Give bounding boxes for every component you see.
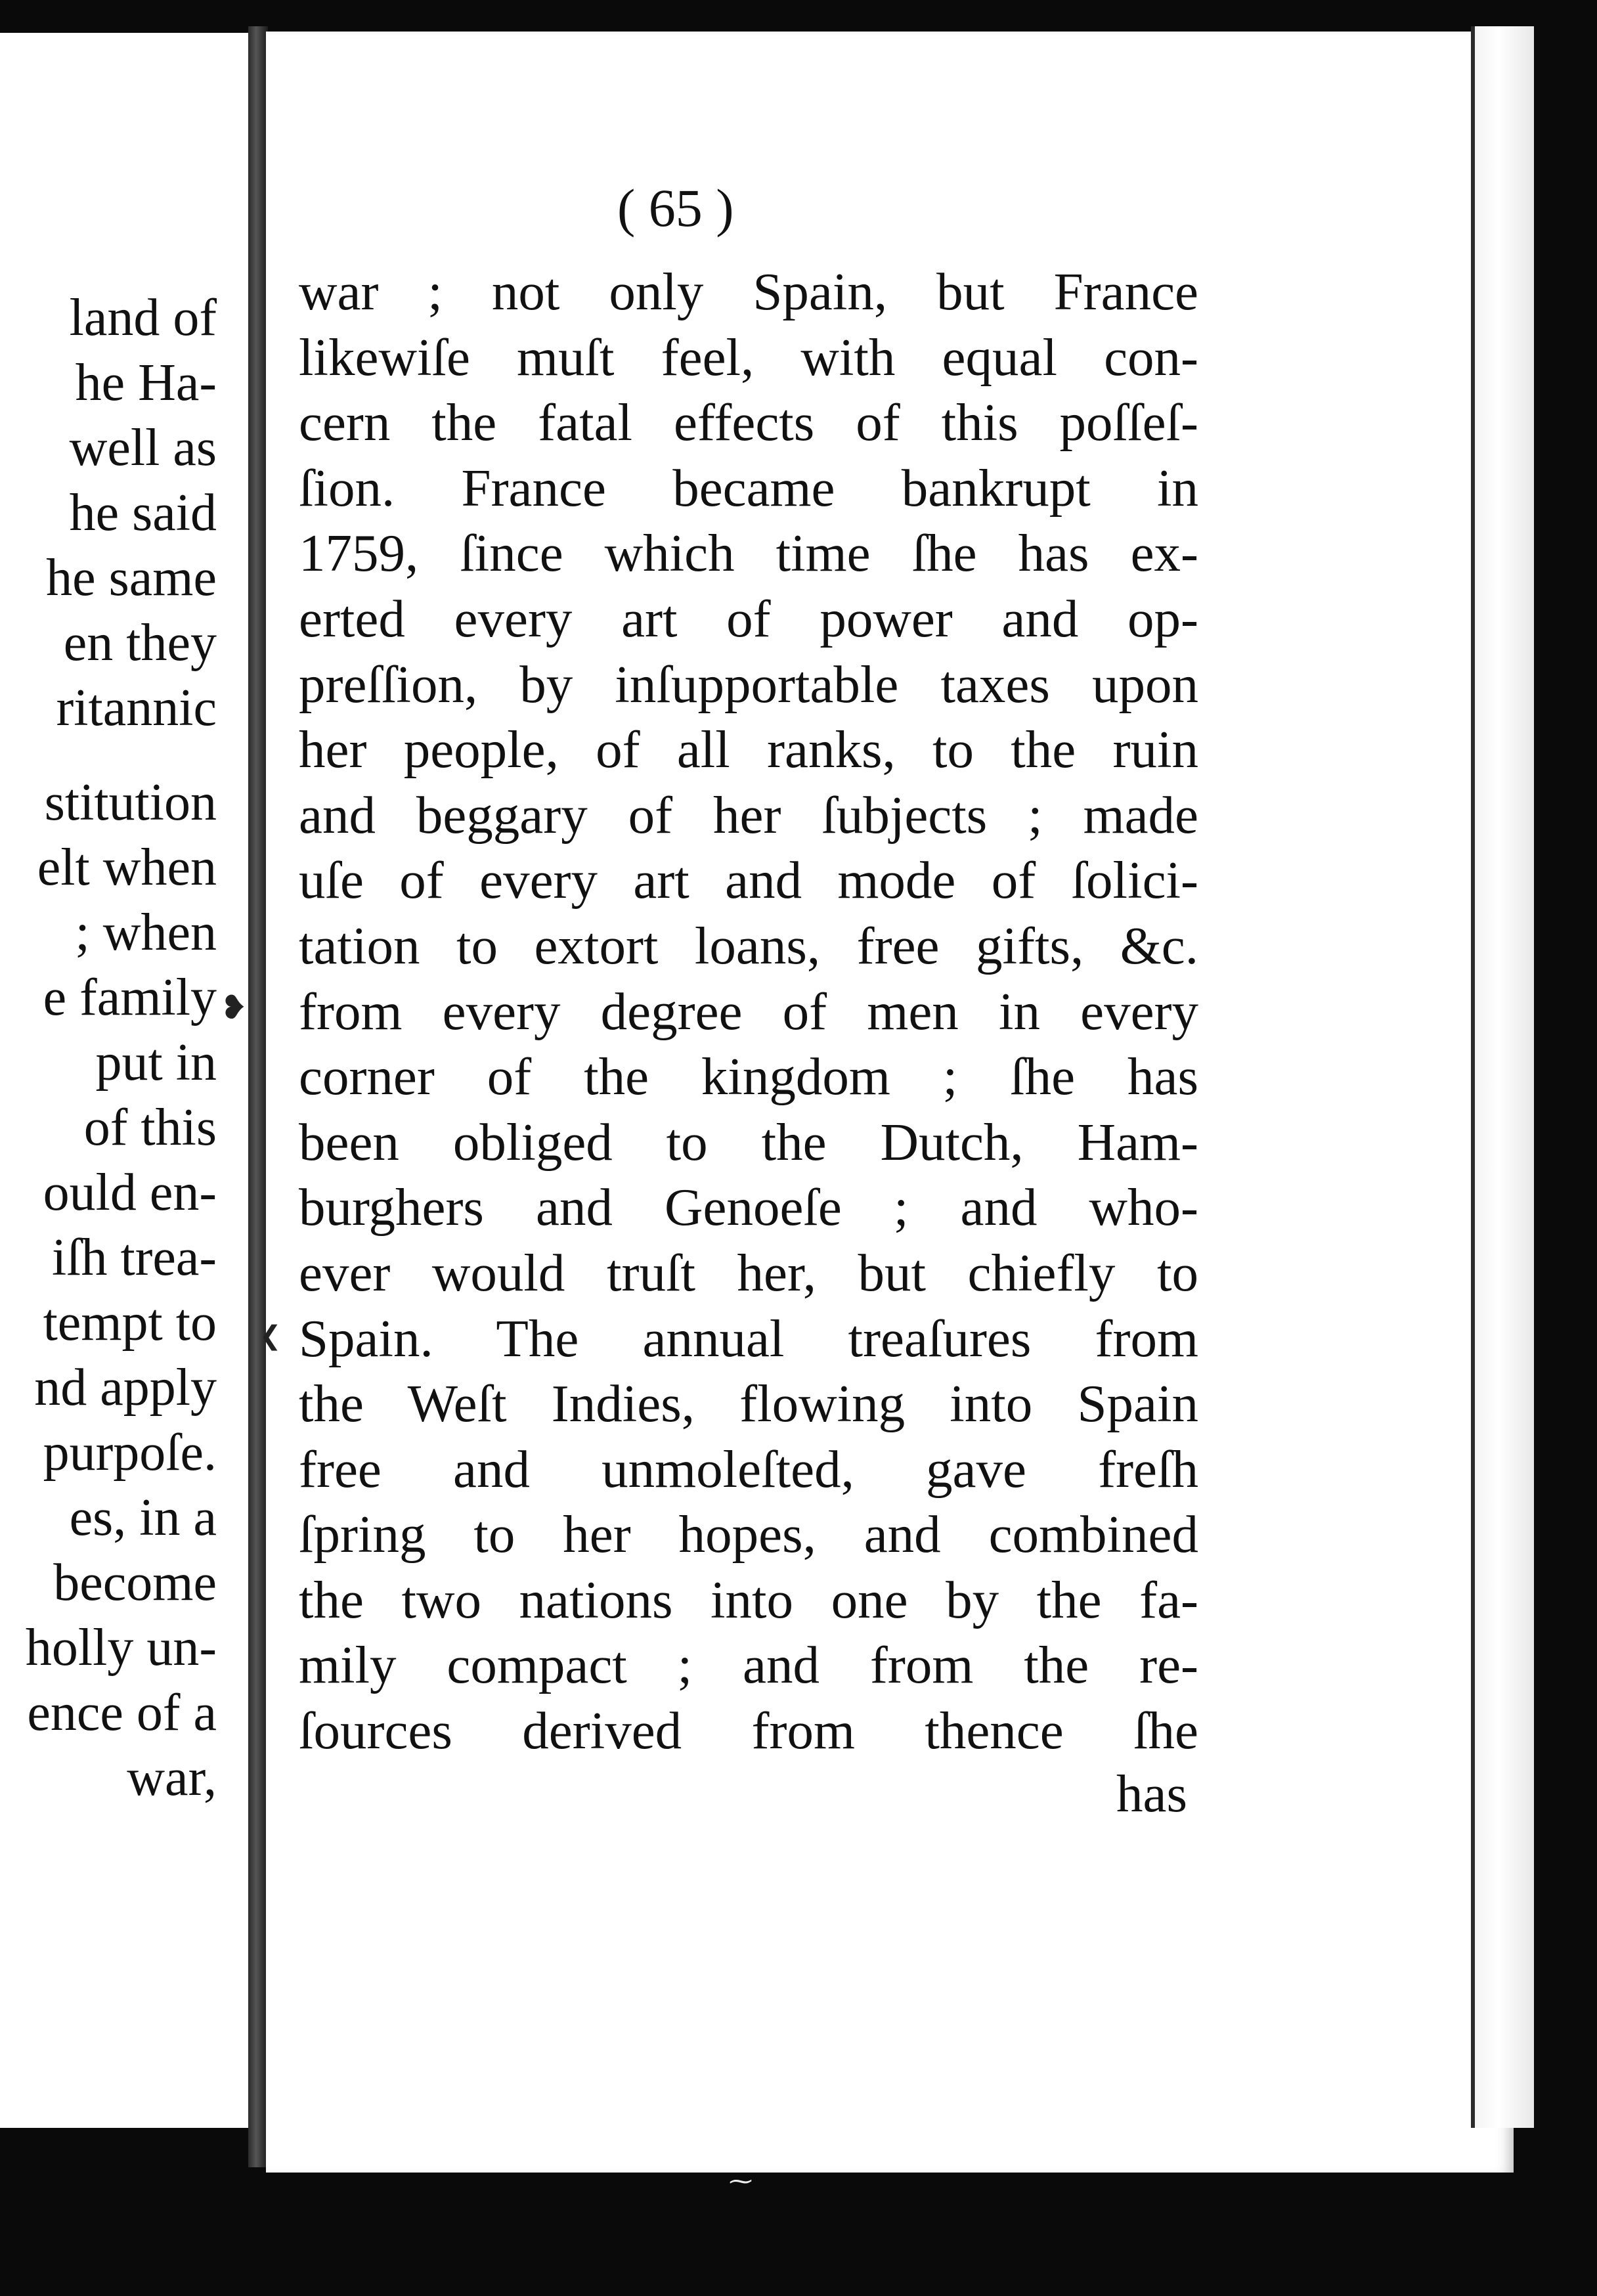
text-line: free and unmoleſted, gave freſh	[299, 1439, 1198, 1499]
left-page-line: war,	[127, 1749, 217, 1807]
text-line: uſe of every art and mode of ſolici-	[299, 850, 1198, 910]
left-page-line: elt when	[37, 839, 217, 896]
left-page-line: he Ha-	[75, 354, 217, 412]
left-page-line	[0, 741, 217, 770]
left-page-line: ; when	[75, 904, 217, 961]
text-line: ſion. France became bankrupt in	[299, 458, 1198, 518]
text-line: likewiſe muſt feel, with equal con-	[299, 327, 1198, 387]
left-page-line: tempt to	[43, 1294, 217, 1352]
text-line: her people, of all ranks, to the ruin	[299, 720, 1198, 780]
catchword: has	[1116, 1764, 1187, 1823]
text-line: the Weſt Indies, flowing into Spain	[299, 1374, 1198, 1434]
left-page-line: en they	[63, 614, 217, 672]
left-page-line: purpoſe.	[43, 1424, 217, 1482]
page-edge	[1471, 26, 1534, 2128]
left-page	[0, 33, 259, 2128]
text-line: Spain. The annual treaſures from	[299, 1308, 1198, 1368]
text-line: tation to extort loans, free gifts, &c.	[299, 916, 1198, 975]
left-page-line: ritannic	[56, 679, 217, 737]
left-page-line: ould en-	[43, 1164, 217, 1222]
left-page-line: well as	[69, 419, 217, 477]
ink-speck-icon: ⁓	[729, 2168, 753, 2194]
margin-mark-icon: ❥	[220, 989, 248, 1026]
left-page-line: he same	[46, 549, 217, 607]
left-page-line: become	[53, 1554, 217, 1612]
left-page-line: e family	[43, 969, 217, 1027]
left-page-text	[0, 286, 217, 1811]
text-line: the two nations into one by the fa-	[299, 1570, 1198, 1629]
left-page-line: iſh trea-	[52, 1229, 217, 1287]
left-page-line: stitution	[44, 774, 217, 831]
text-line: been obliged to the Dutch, Ham-	[299, 1112, 1198, 1172]
text-line: ſpring to her hopes, and combined	[299, 1505, 1198, 1564]
left-page-line: of this	[83, 1099, 217, 1157]
text-line: ſources derived from thence ſhe	[299, 1701, 1198, 1761]
book-gutter	[248, 26, 268, 2167]
left-page-line: put in	[95, 1034, 217, 1092]
margin-mark-icon: ❮	[259, 1321, 282, 1350]
text-line: burghers and Genoeſe ; and who-	[299, 1178, 1198, 1237]
text-line: cern the fatal effects of this poſſeſ-	[299, 393, 1198, 453]
text-line: war ; not only Spain, but France	[299, 262, 1198, 321]
left-page-line: ence of a	[27, 1684, 217, 1742]
text-line: mily compact ; and from the re-	[299, 1635, 1198, 1695]
text-line: corner of the kingdom ; ſhe has	[299, 1047, 1198, 1107]
left-page-line: land of	[69, 289, 217, 347]
text-line: and beggary of her ſubjects ; made	[299, 785, 1198, 845]
left-page-line: es, in a	[69, 1489, 217, 1547]
text-line: ever would truſt her, but chiefly to	[299, 1243, 1198, 1302]
left-page-line: nd apply	[34, 1359, 217, 1417]
text-line: erted every art of power and op-	[299, 588, 1198, 648]
left-page-line: he said	[69, 484, 217, 542]
text-line: 1759, ſince which time ſhe has ex-	[299, 523, 1198, 583]
body-text	[299, 259, 1198, 1764]
text-line: preſſion, by inſupportable taxes upon	[299, 654, 1198, 714]
page-number: ( 65 )	[617, 178, 734, 238]
text-line: from every degree of men in every	[299, 981, 1198, 1041]
left-page-line: holly un-	[25, 1619, 217, 1677]
